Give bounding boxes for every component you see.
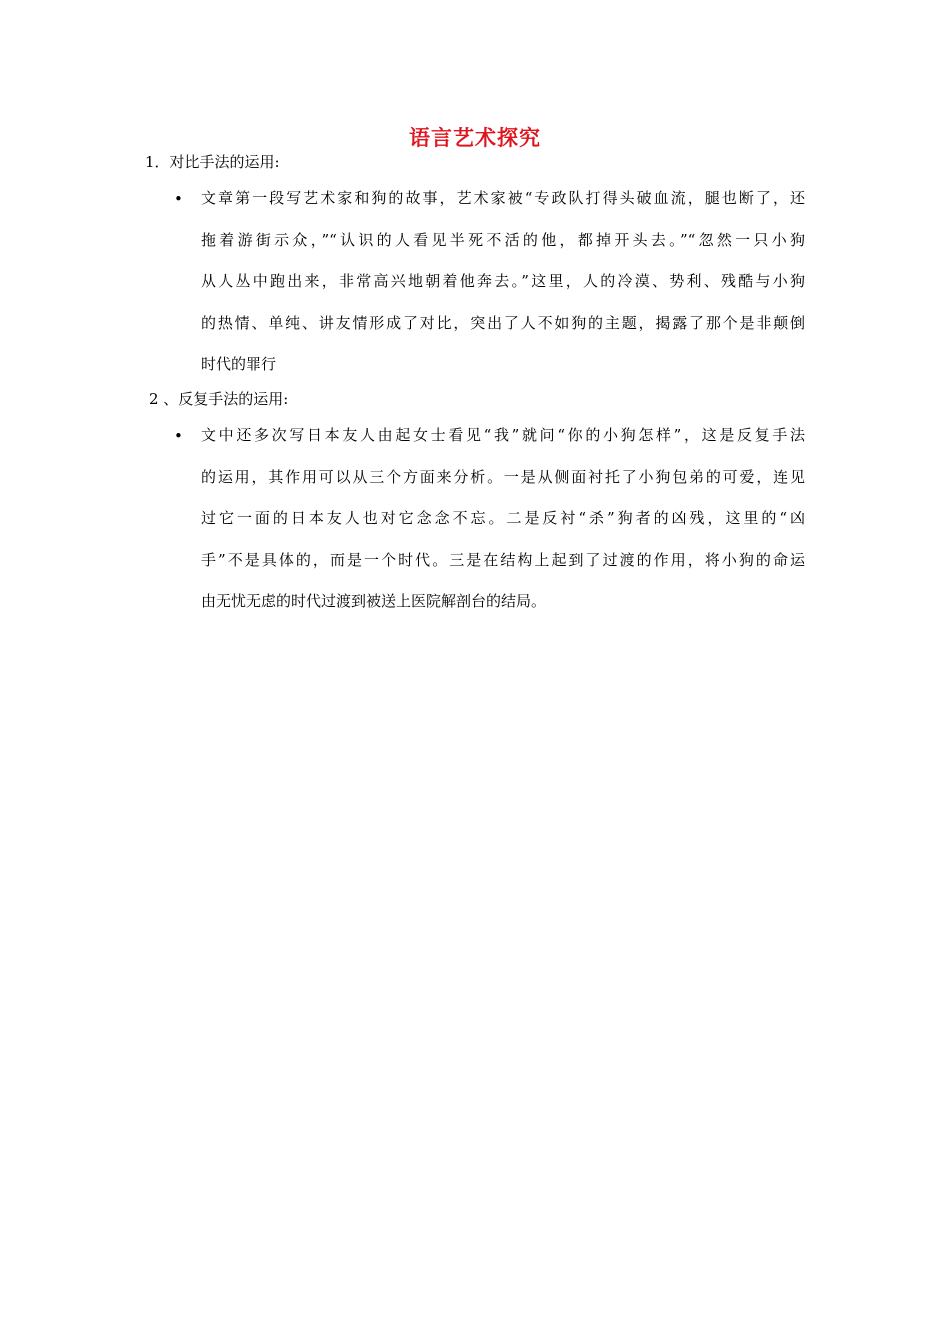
paragraph-line: 时代的罪行	[201, 355, 277, 373]
paragraph-line: 拖着游街示众，”“认识的人看见半死不活的他，都掉开头去。”“忽然一只小狗	[201, 230, 805, 249]
paragraph-line: 的热情、单纯、讲友情形成了对比，突出了人不如狗的主题，揭露了那个是非颠倒	[201, 313, 805, 332]
section-heading-repetition: 2 、反复手法的运用:	[149, 390, 289, 408]
paragraph-contrast	[201, 188, 805, 396]
paragraph-line: 手”不是具体的，而是一个时代。三是在结构上起到了过渡的作用，将小狗的命运	[201, 550, 805, 569]
paragraph-repetition	[201, 425, 805, 633]
paragraph-line: 过它一面的日本友人也对它念念不忘。二是反衬“杀”狗者的凶残，这里的“凶	[201, 509, 805, 527]
bullet-point: •	[174, 427, 183, 445]
paragraph-line: 由无忧无虑的时代过渡到被送上医院解剖台的结局。	[201, 592, 547, 610]
paragraph-line: 文中还多次写日本友人由起女士看见“我”就问“你的小狗怎样”，这是反复手法	[201, 426, 805, 444]
paragraph-line: 的运用，其作用可以从三个方面来分析。一是从侧面衬托了小狗包弟的可爱，连见	[201, 467, 805, 486]
paragraph-line: 从人丛中跑出来，非常高兴地朝着他奔去。”这里，人的冷漠、势利、残酷与小狗	[201, 272, 805, 290]
section-heading-contrast: 1．对比手法的运用:	[145, 153, 280, 171]
bullet-point: •	[174, 190, 183, 208]
page-title: 语言艺术探究	[409, 125, 541, 150]
paragraph-line: 文章第一段写艺术家和狗的故事，艺术家被“专政队打得头破血流，腿也断了，还	[201, 189, 805, 207]
